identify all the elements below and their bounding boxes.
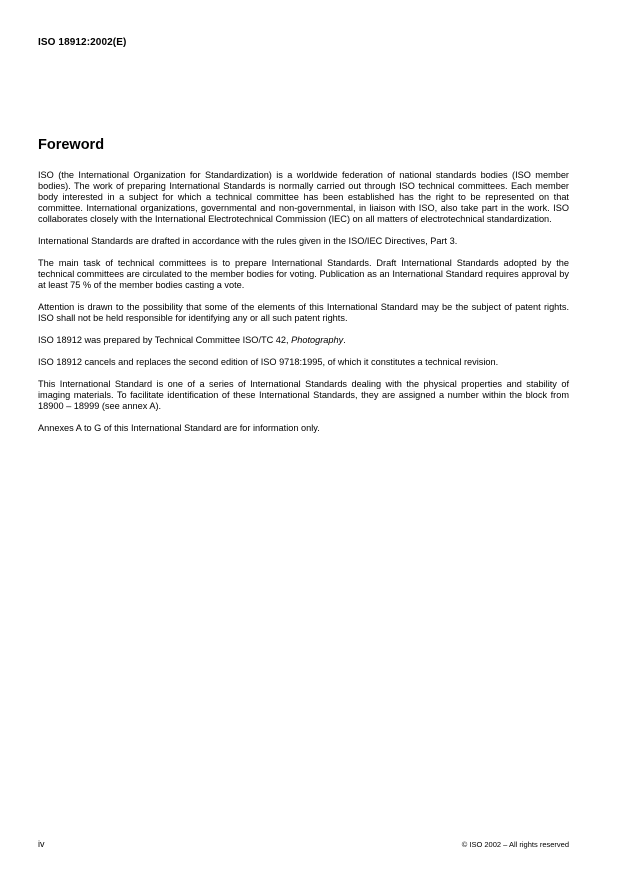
paragraph-committee-task: The main task of technical committees is to prepare International Standards. Draft International Standards adopted by the technical committees are circulated to the member bodies for voting. Publication as an International Standard requires approval by at least 75 % of the member bodies casting a vote. — [38, 258, 569, 290]
paragraph-annexes: Annexes A to G of this International Standard are for information only. — [38, 423, 320, 433]
paragraph-patent-notice: Attention is drawn to the possibility that some of the elements of this International Standard may be the subject of patent rights. ISO shall not be held responsible for identifying any or all such patent rights. — [38, 302, 569, 323]
section-title: Foreword — [38, 137, 105, 153]
paragraph-drafting-rules: International Standards are drafted in accordance with the rules given in the ISO/IEC Directives, Part 3. — [38, 236, 458, 246]
copyright-notice: © ISO 2002 – All rights reserved — [461, 840, 569, 849]
paragraph-prepared-by — [38, 335, 569, 346]
paragraph-replaces-edition: ISO 18912 cancels and replaces the second edition of ISO 9718:1995, of which it constitutes a technical revision. — [38, 357, 499, 367]
paragraph-iso-overview: ISO (the International Organization for Standardization) is a worldwide federation of national standards bodies (ISO member bodies). The work of preparing International Standards is normally carried out through ISO technical committees. Each member body interested in a subject for which a technical committee has been established has the right to be represented on that committee. International organizations, governmental and non-governmental, in liaison with ISO, also take part in the work. ISO collaborates closely with the International Electrotechnical Commission (IEC) on all matters of electrotechnical standardization. — [38, 170, 569, 224]
page-number: iv — [38, 839, 45, 849]
paragraph-series-info: This International Standard is one of a series of International Standards dealing with the physical properties and stability of imaging materials. To facilitate identification of these International Standards, they are assigned a number within the block from 18900 – 18999 (see annex A). — [38, 379, 569, 411]
document-identifier: ISO 18912:2002(E) — [38, 37, 127, 48]
committee-name: Photography — [291, 335, 344, 345]
prepared-by-period: . — [343, 335, 346, 345]
prepared-by-text: ISO 18912 was prepared by Technical Committee ISO/TC 42, — [38, 335, 292, 345]
foreword-body — [38, 170, 569, 445]
